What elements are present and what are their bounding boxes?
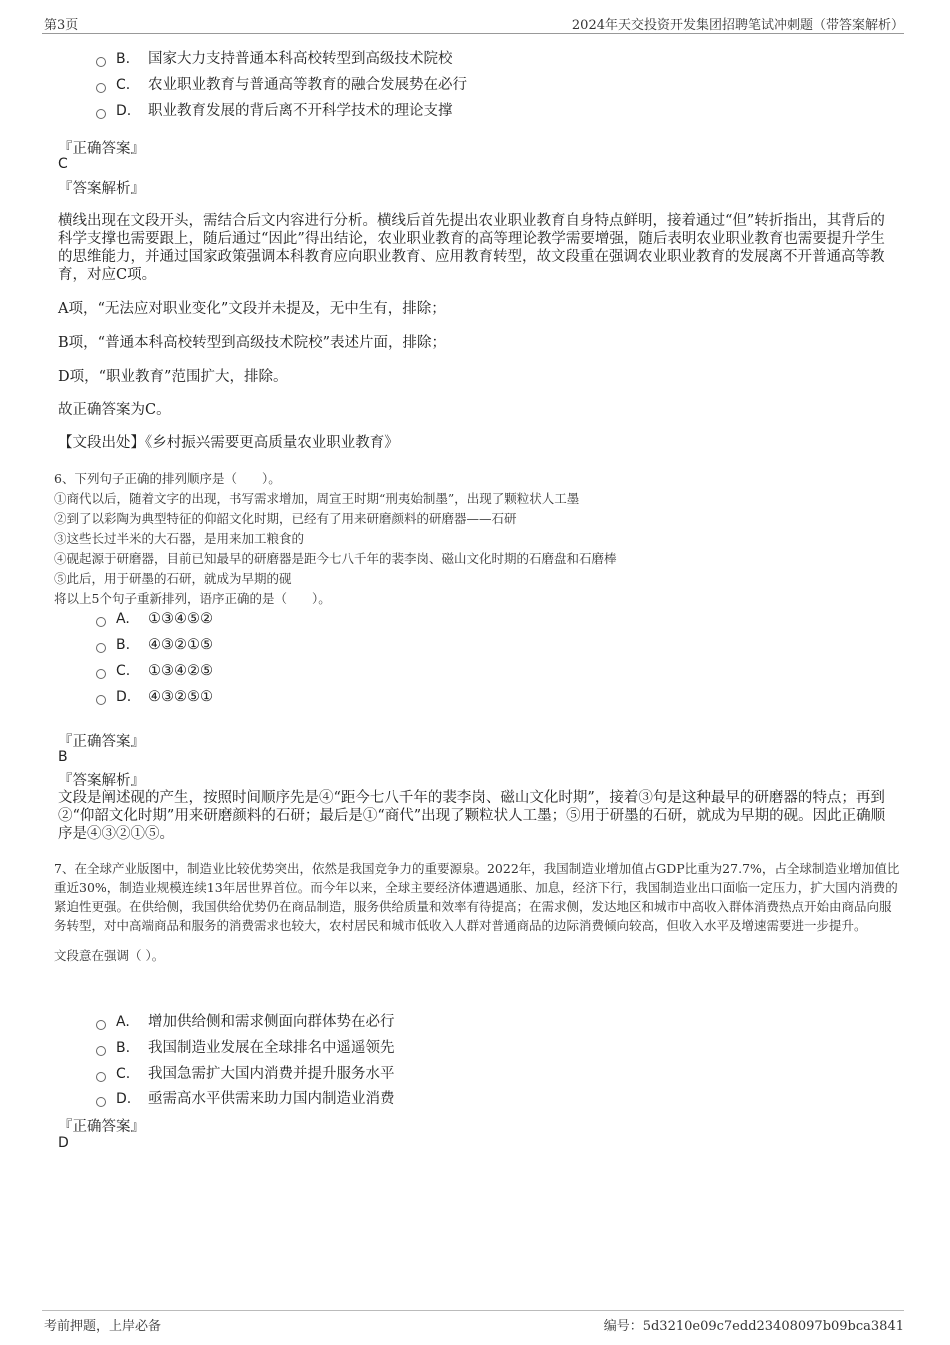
radio-icon[interactable] <box>96 1072 106 1082</box>
q5-option-c[interactable]: C. 农业职业教育与普通高等教育的融合发展势在必行 <box>96 73 467 94</box>
q6-option-c[interactable]: C. ①③④②⑤ <box>96 663 213 679</box>
q5-analysis-label: 『答案解析』 <box>58 181 145 197</box>
q5-source: 【文段出处】《乡村振兴需要更高质量农业职业教育》 <box>58 435 399 451</box>
radio-icon[interactable] <box>96 669 106 679</box>
q5-note-d: D项，“职业教育”范围扩大，排除。 <box>58 369 288 385</box>
header-divider <box>42 33 904 34</box>
q7-answer-label: 『正确答案』 <box>58 1119 145 1135</box>
q7-answer: D <box>58 1135 69 1151</box>
q6-prompt: 将以上5个句子重新排列，语序正确的是（ ）。 <box>54 591 331 606</box>
q6-option-d[interactable]: D. ④③②⑤① <box>96 689 213 705</box>
radio-icon[interactable] <box>96 57 106 67</box>
q5-option-b[interactable]: B. 国家大力支持普通本科高校转型到高级技术院校 <box>96 47 453 68</box>
q7-stem: 7、在全球产业版图中，制造业比较优势突出，依然是我国竞争力的重要源泉。2022年，我国制造业增加值占GDP比重为27.7%，占全球制造业增加值比重近30%，制造业规模连续13年居世界首位。而今年以来，全球主要经济体遭遇通胀、加息，经济下行，我国制造业出口面临一定压力，扩大国内消费的紧迫性更强。在供给侧，我国供给优势仍在商品制造，服务供给质量和效率有待提高；在需求侧，发达地区和城市中高收入群体消费热点开始由商品向服务转型，对中高端商品和服务的消费需求也较大，农村居民和城市低收入人群对普通商品的边际消费倾向较高，但收入水平及增速需要进一步提升。 <box>54 861 900 933</box>
footer-slogan: 考前押题，上岸必备 <box>44 1319 162 1334</box>
q7-option-a[interactable]: A. 增加供给侧和需求侧面向群体势在必行 <box>96 1010 395 1031</box>
q5-option-d[interactable]: D. 职业教育发展的背后离不开科学技术的理论支撑 <box>96 99 453 120</box>
q6-answer: B <box>58 749 68 765</box>
radio-icon[interactable] <box>96 1020 106 1030</box>
q6-option-b[interactable]: B. ④③②①⑤ <box>96 637 213 653</box>
q7-option-c[interactable]: C. 我国急需扩大国内消费并提升服务水平 <box>96 1062 395 1083</box>
q6-sentence-2: ②到了以彩陶为典型特征的仰韶文化时期，已经有了用来研磨颜料的研磨器——石研 <box>54 511 517 526</box>
document-title: 2024年天交投资开发集团招聘笔试冲刺题（带答案解析） <box>571 18 904 33</box>
q6-option-a[interactable]: A. ①③④⑤② <box>96 611 213 627</box>
q6-sentence-1: ①商代以后，随着文字的出现，书写需求增加，周宣王时期“刑夷始制墨”，出现了颗粒状人工墨 <box>54 491 580 506</box>
q7-option-b[interactable]: B. 我国制造业发展在全球排名中遥遥领先 <box>96 1036 395 1057</box>
q7-option-d[interactable]: D. 亟需高水平供需来助力国内制造业消费 <box>96 1087 395 1108</box>
q6-sentence-3: ③这些长过半米的大石器，是用来加工粮食的 <box>54 531 305 546</box>
q6-analysis-label: 『答案解析』 <box>58 773 145 789</box>
q5-analysis: 横线出现在文段开头，需结合后文内容进行分析。横线后首先提出农业职业教育自身特点鲜明，接着通过“但”转折指出，其背后的科学支撑也需要跟上，随后通过“因此”得出结论，农业职业教育的高等理论教学需要增强，随后表明农业职业教育也需要提升学生的思维能力，并通过国家政策强调本科教育应向职业教育、应用教育转型，故文段重在强调农业职业教育的发展离不开普通高等教育，对应C项。 <box>58 213 885 283</box>
q6-answer-label: 『正确答案』 <box>58 734 145 750</box>
radio-icon[interactable] <box>96 1046 106 1056</box>
q5-answer: C <box>58 156 68 172</box>
q5-answer-label: 『正确答案』 <box>58 141 145 157</box>
radio-icon[interactable] <box>96 83 106 93</box>
radio-icon[interactable] <box>96 1097 106 1107</box>
q6-stem: 6、下列句子正确的排列顺序是（ ）。 <box>54 471 281 486</box>
q6-sentence-4: ④砚起源于研磨器，目前已知最早的研磨器是距今七八千年的裴李岗、磁山文化时期的石磨盘和石磨棒 <box>54 551 617 566</box>
q6-analysis: 文段是阐述砚的产生，按照时间顺序先是④“距今七八千年的裴李岗、磁山文化时期”，接着③句是这种最早的研磨器的特点；再到②“仰韶文化时期”用来研磨颜料的石研；最后是①“商代”出现了颗粒状人工墨；⑤用于研墨的石研，就成为早期的砚。因此正确顺序是④③②①⑤。 <box>58 790 886 842</box>
footer-divider <box>42 1310 904 1311</box>
radio-icon[interactable] <box>96 695 106 705</box>
q7-prompt: 文段意在强调（ ）。 <box>54 948 165 963</box>
q5-conclusion: 故正确答案为C。 <box>58 402 171 418</box>
q5-note-b: B项，“普通本科高校转型到高级技术院校”表述片面，排除； <box>58 335 446 351</box>
page-number: 第3页 <box>44 18 79 33</box>
radio-icon[interactable] <box>96 617 106 627</box>
footer-serial: 编号：5d3210e09c7edd23408097b09bca3841 <box>603 1319 904 1334</box>
radio-icon[interactable] <box>96 109 106 119</box>
q5-note-a: A项，“无法应对职业变化”文段并未提及，无中生有，排除； <box>58 301 446 317</box>
radio-icon[interactable] <box>96 643 106 653</box>
q6-sentence-5: ⑤此后，用于研墨的石研，就成为早期的砚 <box>54 571 292 586</box>
